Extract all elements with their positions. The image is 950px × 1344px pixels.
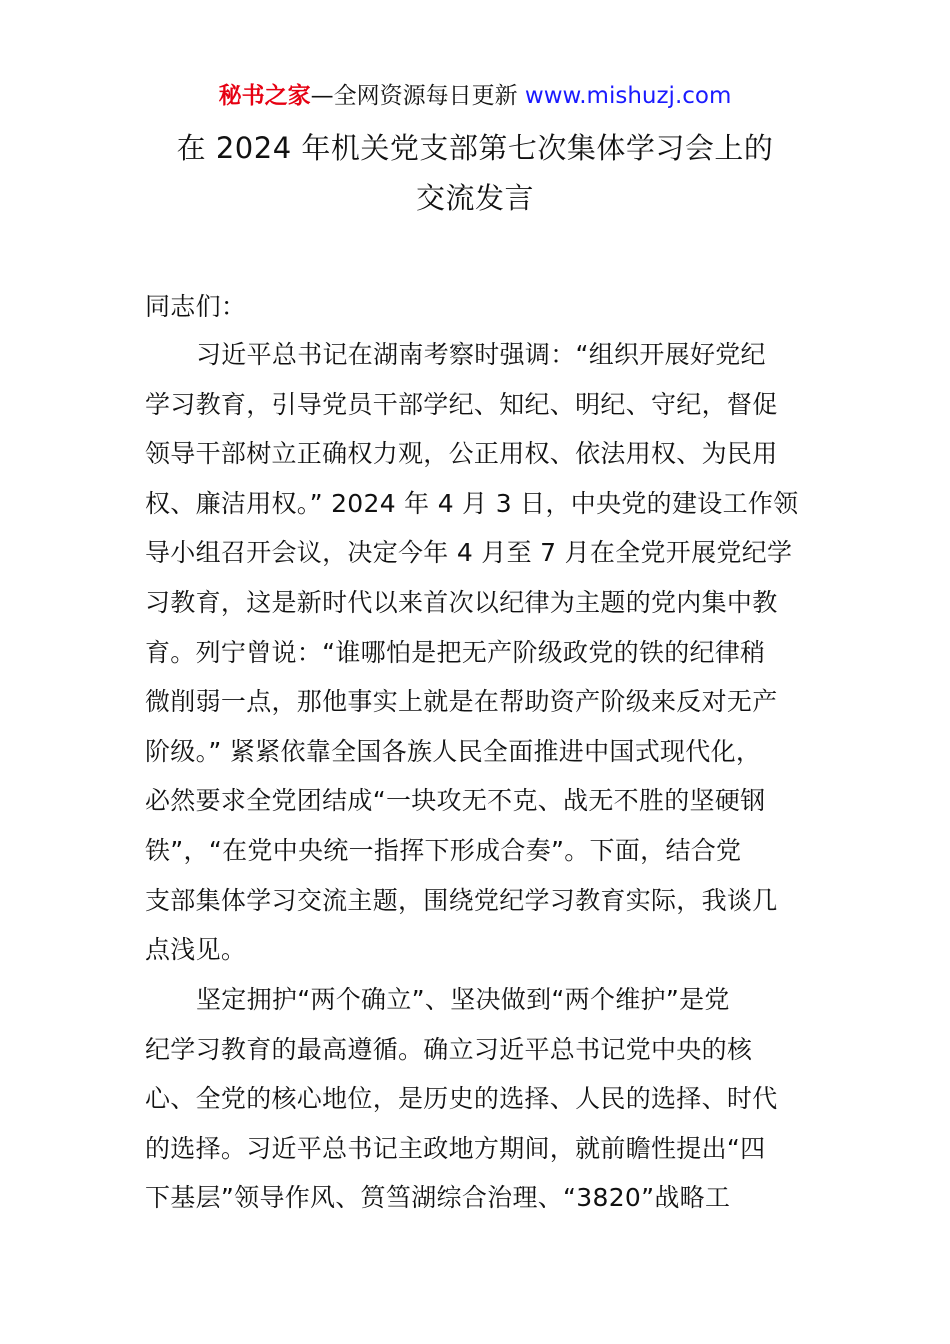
paragraph-line: 微削弱一点，那他事实上就是在帮助资产阶级来反对无产 <box>145 687 778 717</box>
paragraph-line: 育。列宁曾说：“谁哪怕是把无产阶级政党的铁的纪律稍 <box>145 637 766 667</box>
paragraph-line: 习教育，这是新时代以来首次以纪律为主题的党内集中教 <box>145 587 778 617</box>
site-url-link[interactable]: www.mishuzj.com <box>524 83 732 109</box>
paragraph-2 <box>145 975 805 1223</box>
paragraph-line: 心、全党的核心地位，是历史的选择、人民的选择、时代 <box>145 1084 778 1114</box>
document-title-line-1: 在 2024 年机关党支部第七次集体学习会上的 <box>176 131 774 165</box>
paragraph-line: 支部集体学习交流主题，围绕党纪学习教育实际，我谈几 <box>145 885 778 915</box>
paragraph-line: 坚定拥护“两个确立”、坚决做到“两个维护”是党 <box>196 985 730 1014</box>
paragraph-line: 必然要求全党团结成“一块攻无不克、战无不胜的坚硬钢 <box>145 786 766 816</box>
paragraph-line: 纪学习教育的最高遵循。确立习近平总书记党中央的核 <box>145 1034 753 1064</box>
paragraph-line: 点浅见。 <box>145 935 247 965</box>
paragraph-line: 的选择。习近平总书记主政地方期间，就前瞻性提出“四 <box>145 1133 766 1163</box>
paragraph-line: 权、廉洁用权。” 2024 年 4 月 3 日，中央党的建设工作领 <box>145 488 799 518</box>
paragraph-line: 下基层”领导作风、筼筜湖综合治理、“3820”战略工 <box>145 1183 731 1213</box>
paragraph-line: 习近平总书记在湖南考察时强调：“组织开展好党纪 <box>196 340 766 369</box>
site-brand: 秘书之家 <box>218 83 311 109</box>
paragraph-line: 领导干部树立正确权力观，公正用权、依法用权、为民用 <box>145 439 778 469</box>
paragraph-1 <box>145 330 805 975</box>
document-title-line-2: 交流发言 <box>415 181 534 215</box>
site-tagline: —全网资源每日更新 <box>310 83 525 109</box>
paragraph-line: 铁”，“在党中央统一指挥下形成合奏”。下面，结合党 <box>145 835 742 865</box>
salutation: 同志们： <box>145 292 247 321</box>
paragraph-line: 导小组召开会议，决定今年 4 月至 7 月在全党开展党纪学 <box>145 538 793 568</box>
site-header <box>0 80 950 112</box>
paragraph-line: 学习教育，引导党员干部学纪、知纪、明纪、守纪，督促 <box>145 389 778 419</box>
paragraph-line: 阶级。” 紧紧依靠全国各族人民全面推进中国式现代化， <box>145 736 762 766</box>
